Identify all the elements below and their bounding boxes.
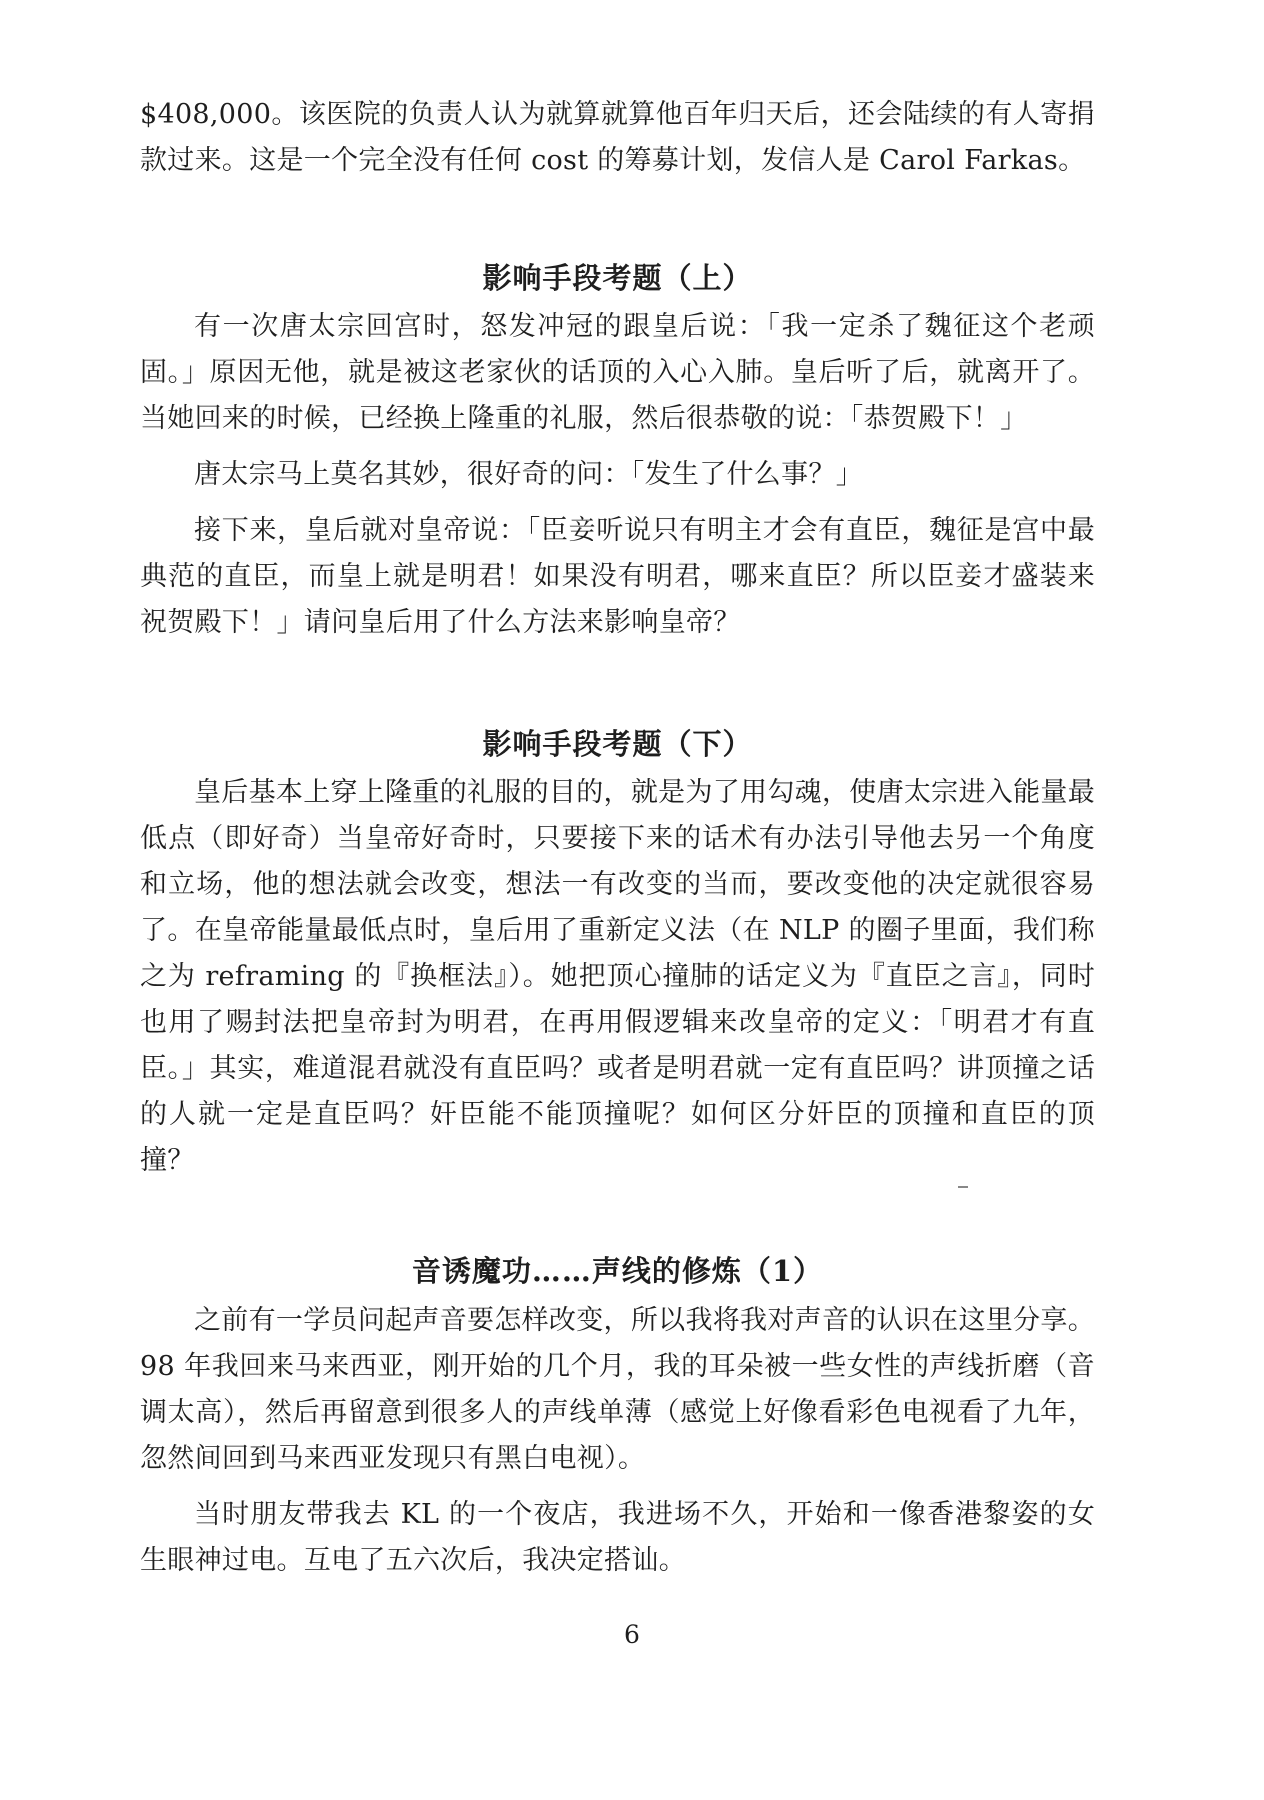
section2-paragraph-1: 皇后基本上穿上隆重的礼服的目的，就是为了用勾魂，使唐太宗进入能量最低点（即好奇）当皇帝好奇时，只要接下来的话术有办法引导他去另一个角度和立场，他的想法就会改变，想法一有改变的当而，要改变他的决定就很容易了。在皇帝能量最低点时，皇后用了重新定义法（在 NLP 的圈子里面，我们称之为 reframing 的『换框法』）。她把顶心撞肺的话定义为『直臣之言』，同时也用了赐封法把皇帝封为明君，在再用假逻辑来改皇帝的定义：「明君才有直臣。」其实，难道混君就没有直臣吗？或者是明君就一定有直臣吗？讲顶撞之话的人就一定是直臣吗？奸臣能不能顶撞呢？如何区分奸臣的顶撞和直臣的顶撞？: [140, 777, 1095, 1176]
scan-speck: [958, 1186, 968, 1188]
intro-paragraph: $408,000。该医院的负责人认为就算就算他百年归天后，还会陆续的有人寄捐款过来。这是一个完全没有任何 cost 的筹募计划，发信人是 Carol Farkas。: [140, 99, 1095, 176]
section1-body: [140, 304, 1095, 656]
section-title-voice-training: 音诱魔功……声线的修炼（1）: [411, 1254, 824, 1288]
section3-body: [140, 1298, 1095, 1594]
section1-paragraph-3: 接下来，皇后就对皇帝说：「臣妾听说只有明主才会有直臣，魏征是宫中最典范的直臣，而皇上就是明君！如果没有明君，哪来直臣？所以臣妾才盛装来祝贺殿下！」请问皇后用了什么方法来影响皇帝？: [140, 515, 1095, 638]
section-title-influence-part2: 影响手段考题（下）: [482, 727, 753, 761]
section1-paragraph-1: 有一次唐太宗回宫时，怒发冲冠的跟皇后说：「我一定杀了魏征这个老顽固。」原因无他，就是被这老家伙的话顶的入心入肺。皇后听了后，就离开了。当她回来的时候，已经换上隆重的礼服，然后很恭敬的说：「恭贺殿下！」: [140, 311, 1095, 434]
section3-paragraph-2: 当时朋友带我去 KL 的一个夜店，我进场不久，开始和一像香港黎姿的女生眼神过电。互电了五六次后，我决定搭讪。: [140, 1499, 1095, 1576]
section1-paragraph-2: 唐太宗马上莫名其妙，很好奇的问：「发生了什么事？」: [194, 459, 863, 490]
section-title-influence-part1: 影响手段考题（上）: [482, 261, 753, 295]
section2-body: [140, 770, 1095, 1194]
intro-block: [140, 92, 1095, 194]
page-number: 6: [624, 1620, 640, 1649]
section3-paragraph-1: 之前有一学员问起声音要怎样改变，所以我将我对声音的认识在这里分享。98 年我回来马来西亚，刚开始的几个月，我的耳朵被一些女性的声线折磨（音调太高），然后再留意到很多人的声线单薄（感觉上好像看彩色电视看了九年，忽然间回到马来西亚发现只有黑白电视）。: [140, 1305, 1095, 1474]
